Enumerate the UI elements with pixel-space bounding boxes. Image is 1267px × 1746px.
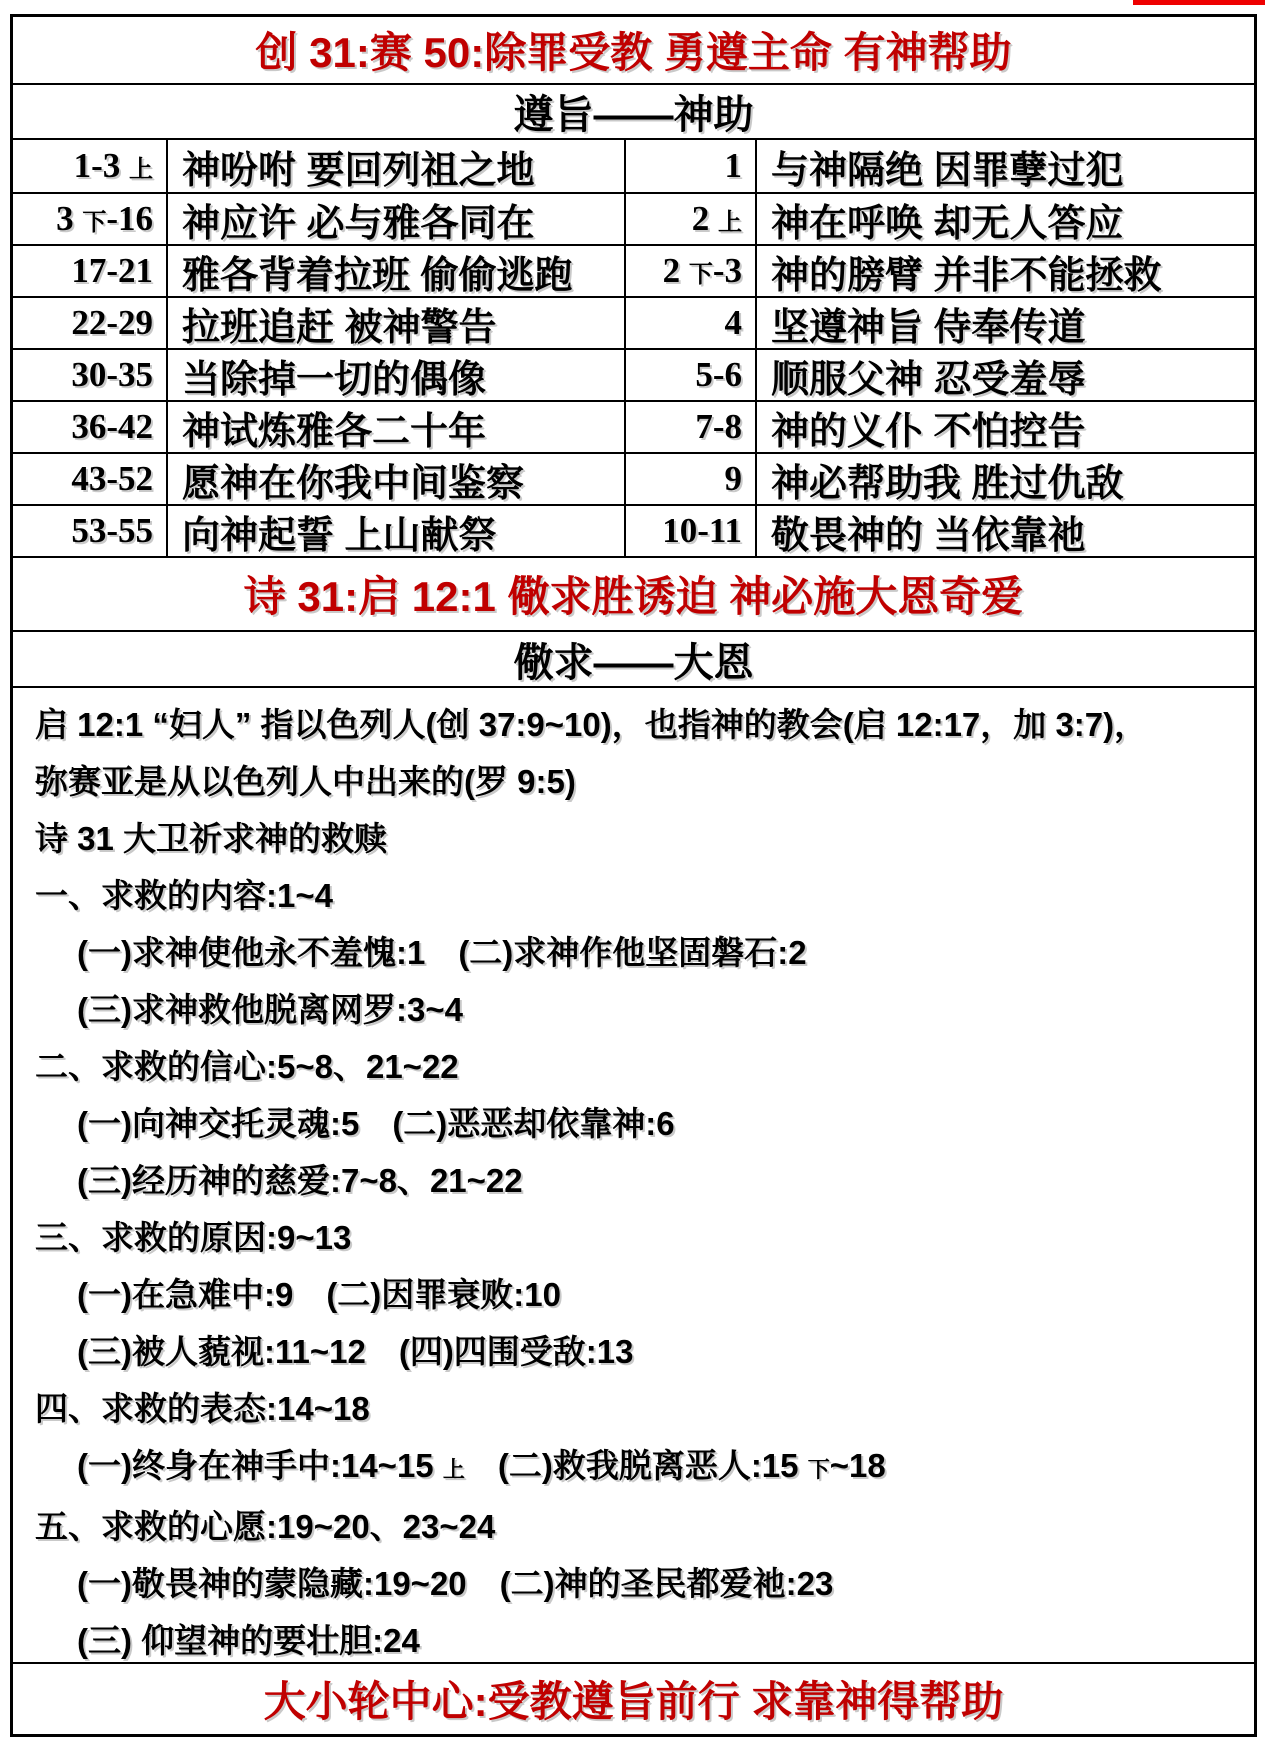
section1-grid	[13, 138, 1254, 556]
outline-line: (三) 仰望神的要壮胆:24	[77, 1622, 420, 1659]
verse-ref-right: 7-8	[626, 400, 757, 452]
row-text-right: 敬畏神的 当依靠祂	[757, 504, 1254, 556]
verse-ref-right: 4	[626, 296, 757, 348]
verse-ref-right: 1	[626, 140, 757, 192]
row-text-right: 顺服父神 忍受羞辱	[757, 348, 1254, 400]
row-text-right: 神在呼唤 却无人答应	[757, 192, 1254, 244]
section1-subtitle: 遵旨——神助	[13, 83, 1254, 138]
section1-title: 创 31:赛 50:除罪受教 勇遵主命 有神帮助	[255, 29, 1012, 76]
outline-line: 弥赛亚是从以色列人中出来的(罗 9:5)	[35, 763, 576, 800]
row-text-left: 向神起誓 上山献祭	[168, 504, 626, 556]
outline-line: (一)敬畏神的蒙隐藏:19~20 (二)神的圣民都爱祂:23	[77, 1565, 834, 1602]
row-text-left: 拉班追赶 被神警告	[168, 296, 626, 348]
outline-table	[10, 14, 1257, 1737]
verse-ref-right: 5-6	[626, 348, 757, 400]
section2-outline	[13, 686, 1254, 1662]
section2-subtitle: 儆求——大恩	[13, 630, 1254, 686]
verse-ref-right: 10-11	[626, 504, 757, 556]
row-text-right: 神必帮助我 胜过仇敌	[757, 452, 1254, 504]
outline-line: (一)求神使他永不羞愧:1 (二)求神作他坚固磐石:2	[77, 934, 807, 971]
row-text-right: 坚遵神旨 侍奉传道	[757, 296, 1254, 348]
verse-ref-right: 2 上	[626, 192, 757, 244]
verse-ref-right: 2 下 -3	[626, 244, 757, 296]
outline-line: 五、求救的心愿:19~20、23~24	[35, 1508, 496, 1545]
outline-line: (一)在急难中:9 (二)因罪衰败:10	[77, 1276, 561, 1313]
outline-line: (三)经历神的慈爱:7~8、21~22	[77, 1162, 523, 1199]
outline-line: (一)向神交托灵魂:5 (二)恶恶却依靠神:6	[77, 1105, 675, 1142]
row-text-right: 神的膀臂 并非不能拯救	[757, 244, 1254, 296]
row-text-left: 神吩咐 要回列祖之地	[168, 140, 626, 192]
verse-ref-left: 30-35	[13, 348, 168, 400]
row-text-left: 神试炼雅各二十年	[168, 400, 626, 452]
verse-ref-left: 43-52	[13, 452, 168, 504]
outline-line: (三)被人藐视:11~12 (四)四围受敌:13	[77, 1333, 634, 1370]
row-text-right: 与神隔绝 因罪孽过犯	[771, 149, 1124, 192]
outline-line: (三)求神救他脱离网罗:3~4	[77, 991, 463, 1028]
outline-line: (一)终身在神手中:14~15 上 (二)救我脱离恶人:15 下~18	[77, 1447, 886, 1484]
row-text-left: 当除掉一切的偶像	[168, 348, 626, 400]
outline-line: 三、求救的原因:9~13	[35, 1219, 352, 1256]
verse-ref-left: 36-42	[13, 400, 168, 452]
top-right-red-bar	[1133, 0, 1265, 5]
verse-ref-right: 9	[626, 452, 757, 504]
outline-line: 诗 31 大卫祈求神的救赎	[35, 820, 388, 857]
verse-ref-left: 1-3 上	[13, 140, 168, 192]
outline-line: 启 12:1 “妇人” 指以色列人(创 37:9~10)，也指神的教会(启 12:17，加 3:7)，	[35, 706, 1148, 743]
verse-ref-left: 22-29	[13, 296, 168, 348]
verse-ref-left: 3 下 -16	[13, 192, 168, 244]
section2-title: 诗 31:启 12:1 儆求胜诱迫 神必施大恩奇爱	[13, 556, 1254, 630]
outline-line: 四、求救的表态:14~18	[35, 1390, 370, 1427]
outline-line: 一、求救的内容:1~4	[35, 877, 333, 914]
row-text-right: 神的义仆 不怕控告	[757, 400, 1254, 452]
row-text-left: 雅各背着拉班 偷偷逃跑	[168, 244, 626, 296]
row-text-left: 愿神在你我中间鉴察	[168, 452, 626, 504]
footer-title: 大小轮中心:受教遵旨前行 求靠神得帮助	[13, 1662, 1254, 1734]
outline-line: 二、求救的信心:5~8、21~22	[35, 1048, 459, 1085]
verse-ref-left: 17-21	[13, 244, 168, 296]
row-text-left: 神应许 必与雅各同在	[168, 192, 626, 244]
verse-ref-left: 53-55	[13, 504, 168, 556]
